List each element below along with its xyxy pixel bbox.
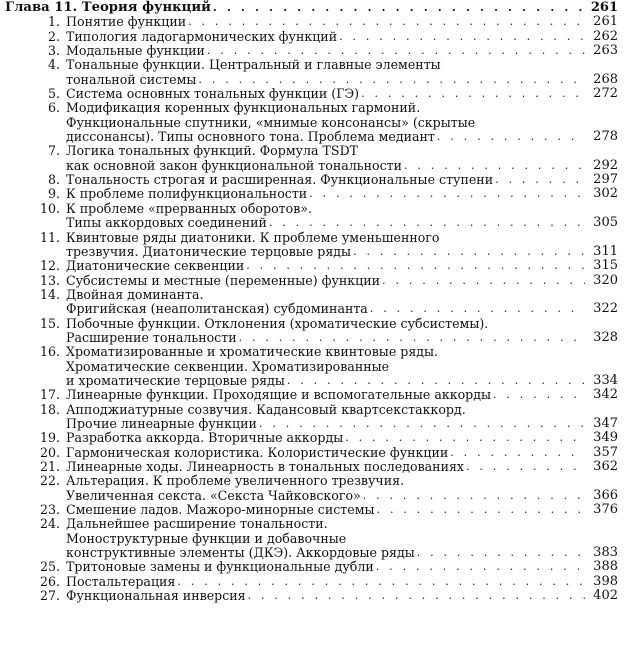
- entry-title: Хроматические секвенции. Хроматизированные: [66, 358, 390, 374]
- dot-leader: [259, 417, 585, 431]
- dot-leader: [207, 44, 585, 58]
- entry-page-number: 320: [593, 272, 618, 288]
- entry-number: 21.: [39, 459, 60, 474]
- toc-entry-line: [0, 317, 625, 331]
- toc-entry-line: [0, 73, 625, 87]
- entry-title: Разработка аккорда. Вторичные аккорды: [66, 430, 344, 446]
- entry-title: Система основных тональных функции (ГЭ): [66, 86, 360, 102]
- dot-leader: [377, 503, 585, 517]
- entry-number: 20.: [39, 444, 60, 460]
- entry-page-number: 334: [593, 372, 618, 388]
- entry-number: 10.: [39, 200, 60, 216]
- toc-entry-line: [0, 173, 625, 187]
- entry-page-number: 272: [593, 86, 618, 102]
- dot-leader: [382, 274, 585, 288]
- entry-title: Логика тональных функций. Формула TSDT: [66, 143, 359, 159]
- toc-entry[interactable]: [0, 517, 625, 560]
- entry-title: Побочные функции. Отклонения (хроматические субсистемы).: [66, 315, 489, 331]
- toc-entry-line: [0, 460, 625, 474]
- entry-title: и хроматические терцовые ряды: [66, 372, 285, 388]
- entry-title: как основной закон функциональной тональности: [66, 157, 402, 173]
- toc-entry-line: [0, 144, 625, 158]
- toc-entry[interactable]: [0, 87, 625, 101]
- entry-number: 23.: [39, 502, 60, 518]
- dot-leader: [309, 187, 585, 201]
- table-of-contents: [0, 1, 625, 603]
- entry-page-number: 305: [593, 215, 618, 231]
- entry-number: 17.: [39, 387, 60, 403]
- toc-entry[interactable]: [0, 259, 625, 273]
- entry-page-number: 366: [593, 487, 618, 503]
- entry-title: Дальнейшее расширение тональности.: [66, 516, 328, 532]
- entry-page-number: 357: [593, 444, 618, 460]
- entry-title: Модификация коренных функциональных гармоний.: [66, 100, 421, 116]
- toc-entry-line: [0, 130, 625, 144]
- entry-title: тональной системы: [66, 71, 197, 87]
- entry-title: Тональность строгая и расширенная. Функциональные ступени: [66, 172, 494, 188]
- dot-leader: [248, 589, 585, 603]
- chapter-page-number: 261: [590, 0, 618, 15]
- toc-entry-line: [0, 489, 625, 503]
- toc-entry-line: [0, 474, 625, 488]
- toc-entry-line: [0, 101, 625, 115]
- entry-page-number: 292: [593, 157, 618, 173]
- entry-page-number: 322: [593, 301, 618, 317]
- toc-entry[interactable]: [0, 446, 625, 460]
- chapter-heading[interactable]: [0, 1, 625, 15]
- entry-number: 14.: [39, 286, 60, 302]
- toc-entry-line: [0, 546, 625, 560]
- dot-leader: [287, 374, 585, 388]
- toc-entry-line: [0, 360, 625, 374]
- entry-title: Моноструктурные функции и добавочные: [66, 530, 347, 546]
- dot-leader: [177, 575, 585, 589]
- toc-entry[interactable]: [0, 187, 625, 201]
- dot-leader: [339, 30, 585, 44]
- toc-entry-line: [0, 302, 625, 316]
- entry-number: 6.: [47, 100, 60, 116]
- entry-number: 19.: [39, 430, 60, 446]
- toc-entry[interactable]: [0, 575, 625, 589]
- toc-entry[interactable]: [0, 388, 625, 402]
- entry-page-number: 278: [593, 129, 618, 145]
- entry-number: 13.: [39, 272, 60, 288]
- toc-entry-line: [0, 517, 625, 531]
- entry-number: 15.: [39, 315, 60, 331]
- dot-leader: [437, 130, 585, 144]
- toc-entry[interactable]: [0, 202, 625, 231]
- toc-entry-line: [0, 431, 625, 445]
- dot-leader: [466, 460, 585, 474]
- entry-title: Типы аккордовых соединений: [66, 215, 267, 231]
- entry-title: Расширение тональности: [66, 329, 237, 345]
- entry-number: 1.: [47, 14, 60, 30]
- toc-entry-line: [0, 259, 625, 273]
- entry-page-number: 328: [593, 329, 618, 345]
- entry-title: Субсистемы и местные (переменные) функции: [66, 272, 381, 288]
- toc-entry[interactable]: [0, 560, 625, 574]
- entry-number: 3.: [47, 43, 60, 59]
- toc-entry[interactable]: [0, 288, 625, 317]
- dot-leader: [353, 245, 585, 259]
- toc-entry-line: [0, 87, 625, 101]
- toc-entry[interactable]: [0, 403, 625, 432]
- toc-entry[interactable]: [0, 144, 625, 173]
- toc-entry-line: [0, 216, 625, 230]
- entry-number: 26.: [39, 573, 60, 589]
- dot-leader: [345, 431, 585, 445]
- dot-leader: [363, 489, 585, 503]
- toc-entry-line: [0, 532, 625, 546]
- entry-title: Функциональная инверсия: [66, 588, 246, 604]
- entry-page-number: 311: [593, 243, 618, 259]
- entry-number: 22.: [39, 473, 60, 489]
- toc-entry[interactable]: [0, 274, 625, 288]
- toc-entry-line: [0, 403, 625, 417]
- toc-entry[interactable]: [0, 317, 625, 346]
- entry-title: трезвучия. Диатонические терцовые ряды: [66, 243, 352, 259]
- entry-number: 7.: [47, 143, 60, 159]
- dot-leader: [370, 302, 585, 316]
- entry-page-number: 263: [593, 43, 618, 59]
- entry-page-number: 402: [593, 588, 618, 604]
- entry-title: Прочие линеарные функции: [66, 415, 257, 431]
- toc-entry-line: [0, 58, 625, 72]
- toc-entry[interactable]: [0, 345, 625, 388]
- toc-entry-line: [0, 374, 625, 388]
- toc-entry-line: [0, 187, 625, 201]
- entry-title: Фригийская (неаполитанская) субдоминанта: [66, 301, 368, 317]
- dot-leader: [188, 15, 585, 29]
- entry-page-number: 388: [593, 559, 618, 575]
- entry-page-number: 362: [593, 459, 618, 474]
- toc-entry[interactable]: [0, 15, 625, 29]
- toc-entry[interactable]: [0, 30, 625, 44]
- toc-entry[interactable]: [0, 44, 625, 58]
- dot-leader: [198, 73, 585, 87]
- entry-page-number: 398: [593, 573, 618, 589]
- entry-title: диссонансы). Типы основного тона. Проблема медиант: [66, 129, 435, 145]
- entry-title: Линеарные функции. Проходящие и вспомогательные аккорды: [66, 387, 492, 403]
- entry-title: Диатонические секвенции: [66, 258, 245, 274]
- dot-leader: [213, 1, 585, 15]
- toc-entry[interactable]: [0, 431, 625, 445]
- entry-page-number: 262: [593, 28, 618, 44]
- toc-entry-line: [0, 231, 625, 245]
- toc-entry-line: [0, 30, 625, 44]
- entry-title: Линеарные ходы. Линеарность в тональных последованиях: [66, 459, 465, 474]
- entry-page-number: 297: [593, 172, 618, 188]
- dot-leader: [495, 173, 585, 187]
- entry-number: 5.: [47, 86, 60, 102]
- dot-leader: [417, 546, 585, 560]
- dot-leader: [450, 446, 585, 460]
- toc-entry[interactable]: [0, 101, 625, 144]
- toc-entry-line: [0, 159, 625, 173]
- toc-entry-line: [0, 446, 625, 460]
- entry-page-number: 315: [593, 258, 618, 274]
- toc-entry-line: [0, 575, 625, 589]
- toc-entry-line: [0, 15, 625, 29]
- entry-title: Тритоновые замены и функциональные дубли: [66, 559, 374, 575]
- entry-page-number: 302: [593, 186, 618, 202]
- entry-number: 24.: [39, 516, 60, 532]
- entry-number: 9.: [47, 186, 60, 202]
- entry-number: 2.: [47, 28, 60, 44]
- toc-entry-line: [0, 560, 625, 574]
- toc-entry[interactable]: [0, 231, 625, 260]
- entry-title: Увеличенная секста. «Секста Чайковского»: [66, 487, 361, 503]
- toc-entry-line: [0, 589, 625, 603]
- toc-entry-line: [0, 116, 625, 130]
- dot-leader: [246, 259, 585, 273]
- entry-title: Альтерация. К проблеме увеличенного трезвучия.: [66, 473, 405, 489]
- entry-number: 25.: [39, 559, 60, 575]
- entry-page-number: 268: [593, 71, 618, 87]
- toc-entry-line: [0, 331, 625, 345]
- entry-title: конструктивные элементы (ДКЭ). Аккордовые ряды: [66, 545, 415, 561]
- toc-entry-line: [0, 44, 625, 58]
- toc-entry[interactable]: [0, 503, 625, 517]
- entry-title: Тональные функции. Центральный и главные элементы: [66, 57, 441, 73]
- toc-entry-line: [0, 503, 625, 517]
- toc-entry-line: [0, 245, 625, 259]
- toc-entry-line: [0, 202, 625, 216]
- entry-number: 12.: [39, 258, 60, 274]
- toc-entry[interactable]: [0, 58, 625, 87]
- entry-number: 27.: [39, 588, 60, 604]
- entry-number: 4.: [47, 57, 60, 73]
- dot-leader: [493, 388, 585, 402]
- entry-page-number: 342: [593, 387, 618, 403]
- entry-title: Гармоническая колористика. Колористические функции: [66, 444, 449, 460]
- entry-number: 8.: [47, 172, 60, 188]
- entry-title: Типология ладогармонических функций: [66, 28, 338, 44]
- entry-title: Смешение ладов. Мажоро-минорные системы: [66, 502, 375, 518]
- entry-page-number: 349: [593, 430, 618, 446]
- entry-title: Апподжиатурные созвучия. Кадансовый квартсекстаккорд.: [66, 401, 466, 417]
- toc-entries: [0, 15, 625, 603]
- toc-entry[interactable]: [0, 589, 625, 603]
- entry-page-number: 376: [593, 502, 618, 518]
- entry-title: Функциональные спутники, «мнимые консонансы» (скрытые: [66, 114, 476, 130]
- dot-leader: [239, 331, 585, 345]
- entry-page-number: 383: [593, 545, 618, 561]
- toc-entry-line: [0, 345, 625, 359]
- dot-leader: [361, 87, 585, 101]
- entry-number: 18.: [39, 401, 60, 417]
- entry-title: Хроматизированные и хроматические квинтовые ряды.: [66, 344, 439, 360]
- toc-entry[interactable]: [0, 173, 625, 187]
- entry-number: 11.: [39, 229, 60, 245]
- entry-title: Понятие функции: [66, 14, 187, 30]
- entry-title: К проблеме полифункциональности: [66, 186, 308, 202]
- dot-leader: [404, 159, 585, 173]
- toc-entry-line: [0, 274, 625, 288]
- entry-page-number: 347: [593, 415, 618, 431]
- toc-entry[interactable]: [0, 474, 625, 503]
- entry-title: К проблеме «прерванных оборотов».: [66, 200, 313, 216]
- entry-title: Квинтовые ряды диатоники. К проблеме уменьшенного: [66, 229, 440, 245]
- toc-entry-line: [0, 388, 625, 402]
- dot-leader: [376, 560, 585, 574]
- entry-number: 16.: [39, 344, 60, 360]
- toc-entry-line: [0, 417, 625, 431]
- entry-title: Постальтерация: [66, 573, 176, 589]
- toc-entry[interactable]: [0, 460, 625, 474]
- entry-page-number: 261: [593, 14, 618, 30]
- entry-title: Модальные функции: [66, 43, 205, 59]
- chapter-title: Глава 11. Теория функций: [5, 0, 211, 15]
- entry-title: Двойная доминанта.: [66, 286, 204, 302]
- toc-entry-line: [0, 288, 625, 302]
- dot-leader: [269, 216, 585, 230]
